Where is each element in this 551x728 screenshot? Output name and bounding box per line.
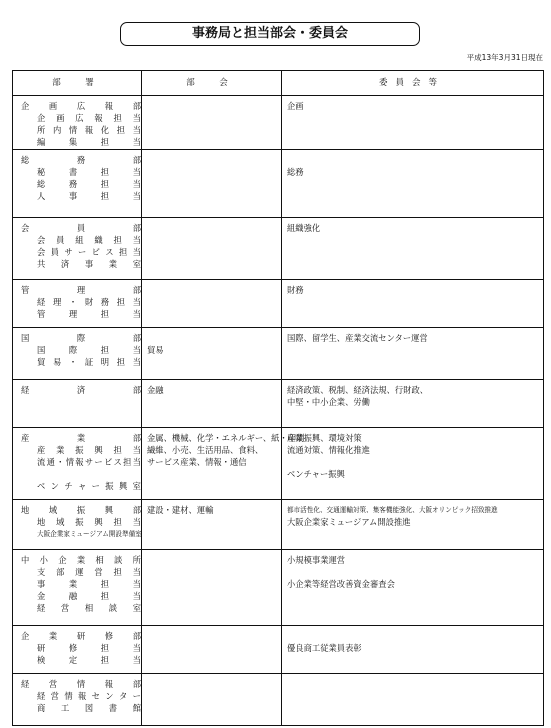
dept-cell [21, 630, 141, 666]
bukai-text: 貿易 [147, 345, 164, 355]
row-divider [13, 499, 543, 500]
bukai-text: 金融 [147, 385, 164, 395]
row-divider [13, 279, 543, 280]
dept-cell [21, 332, 141, 368]
column-divider [281, 71, 282, 725]
dept-section-name: 経 理 ・ 財 務 担 当 [37, 297, 141, 307]
header-divider [13, 95, 543, 96]
iinkai-text: 財務 [287, 285, 304, 295]
dept-section-name: 人 事 担 当 [37, 191, 141, 201]
iinkai-text: 企画 [287, 101, 304, 111]
dept-name: 経 済 部 [21, 385, 141, 395]
dept-name: 地 域 振 興 部 [21, 505, 141, 515]
iinkai-text: 経済政策、税制、経済法規、行財政、 [287, 385, 429, 395]
row-divider [13, 673, 543, 674]
dept-name: 会 員 部 [21, 223, 141, 233]
dept-cell [21, 154, 141, 202]
dept-section-name: 貿 易 ・ 証 明 担 当 [37, 357, 141, 367]
row-divider [13, 625, 543, 626]
dept-section-name: 会 員 サ ー ビ ス 担 当 [37, 247, 141, 257]
row-divider [13, 549, 543, 550]
header-dept: 部 署 [52, 78, 102, 88]
row-divider [13, 149, 543, 150]
dept-section-name: 検 定 担 当 [37, 655, 141, 665]
dept-section-name: 事 業 担 当 [37, 579, 141, 589]
iinkai-text: 小企業等経営改善資金審査会 [287, 579, 395, 589]
iinkai-text: 小規模事業運営 [287, 555, 346, 565]
row-divider [13, 327, 543, 328]
dept-section-name: 商 工 図 書 館 [37, 703, 141, 713]
as-of-date: 平成13年3月31日現在 [466, 53, 543, 62]
dept-section-name: 支 部 運 営 担 当 [37, 567, 141, 577]
dept-section-name: 共 済 事 業 室 [37, 259, 141, 269]
dept-name: 経 営 情 報 部 [21, 679, 141, 689]
page-title: 事務局と担当部会・委員会 [120, 22, 420, 46]
dept-name: 中 小 企 業 相 談 所 [21, 555, 141, 565]
dept-section-name: 経 営 情 報 セ ン タ ー [37, 691, 141, 701]
bukai-text: サービス産業、情報・通信 [147, 457, 247, 467]
department-table [12, 70, 544, 726]
iinkai-text: 大阪企業家ミュージアム開設推進 [287, 517, 411, 527]
iinkai-text: 流通対策、情報化推進 [287, 445, 370, 455]
column-divider [141, 71, 142, 725]
iinkai-text: 総務 [287, 167, 304, 177]
dept-section-name: ベ ン チ ャ ー 振 興 室 [37, 481, 141, 491]
dept-section-name: 会 員 組 織 担 当 [37, 235, 141, 245]
dept-cell [21, 554, 141, 614]
iinkai-text: 産業振興、環境対策 [287, 433, 362, 443]
dept-cell [21, 432, 141, 492]
dept-cell [21, 284, 141, 320]
dept-name: 企 画 広 報 部 [21, 101, 141, 111]
dept-section-name: 金 融 担 当 [37, 591, 141, 601]
dept-section-name: 総 務 担 当 [37, 179, 141, 189]
bukai-text: 金属、機械、化学・エネルギー、紙・印刷 [147, 433, 305, 443]
iinkai-text: 優良商工従業員表彰 [287, 643, 362, 653]
dept-cell [21, 504, 141, 540]
iinkai-text: 国際、留学生、産業交流センター運営 [287, 333, 428, 343]
dept-cell [21, 384, 141, 396]
dept-name: 管 理 部 [21, 285, 141, 295]
dept-section-name: 産 業 振 興 担 当 [37, 445, 141, 455]
bukai-text: 建設・建材、運輸 [147, 505, 214, 515]
iinkai-text: 組織強化 [287, 223, 321, 233]
row-divider [13, 427, 543, 428]
header-bukai: 部 会 [186, 78, 236, 88]
dept-section-name: 経 営 相 談 室 [37, 603, 141, 613]
dept-section-name: 研 修 担 当 [37, 643, 141, 653]
iinkai-text: 都市活性化、交通運輸対策、集客機能強化、大阪オリンピック招致推進 [287, 506, 498, 514]
dept-section-name: 企 画 広 報 担 当 [37, 113, 141, 123]
dept-section-name: 所 内 情 報 化 担 当 [37, 125, 141, 135]
dept-name: 総 務 部 [21, 155, 141, 165]
dept-name: 国 際 部 [21, 333, 141, 343]
dept-section-name: 大阪企業家ミュージアム開設準備室 [37, 530, 142, 538]
dept-section-name: 国 際 担 当 [37, 345, 141, 355]
dept-cell [21, 222, 141, 270]
dept-name: 産 業 部 [21, 433, 141, 443]
dept-section-name [21, 468, 141, 480]
dept-name: 企 業 研 修 部 [21, 631, 141, 641]
dept-cell [21, 100, 141, 148]
dept-cell [21, 678, 141, 714]
dept-section-name: 管 理 担 当 [37, 309, 141, 319]
bukai-text: 繊維、小売、生活用品、食料、 [147, 445, 264, 455]
dept-section-name: 秘 書 担 当 [37, 167, 141, 177]
row-divider [13, 217, 543, 218]
dept-section-name: 地 域 振 興 担 当 [37, 517, 141, 527]
row-divider [13, 379, 543, 380]
dept-section-name: 流 通 ・ 情 報 サ ー ビ ス 担 当 [37, 457, 141, 467]
iinkai-text: 中堅・中小企業、労働 [287, 397, 370, 407]
header-iinkai: 委員会等 [378, 78, 445, 88]
dept-section-name: 編 集 担 当 [37, 137, 141, 147]
iinkai-text: ベンチャー振興 [287, 469, 345, 479]
